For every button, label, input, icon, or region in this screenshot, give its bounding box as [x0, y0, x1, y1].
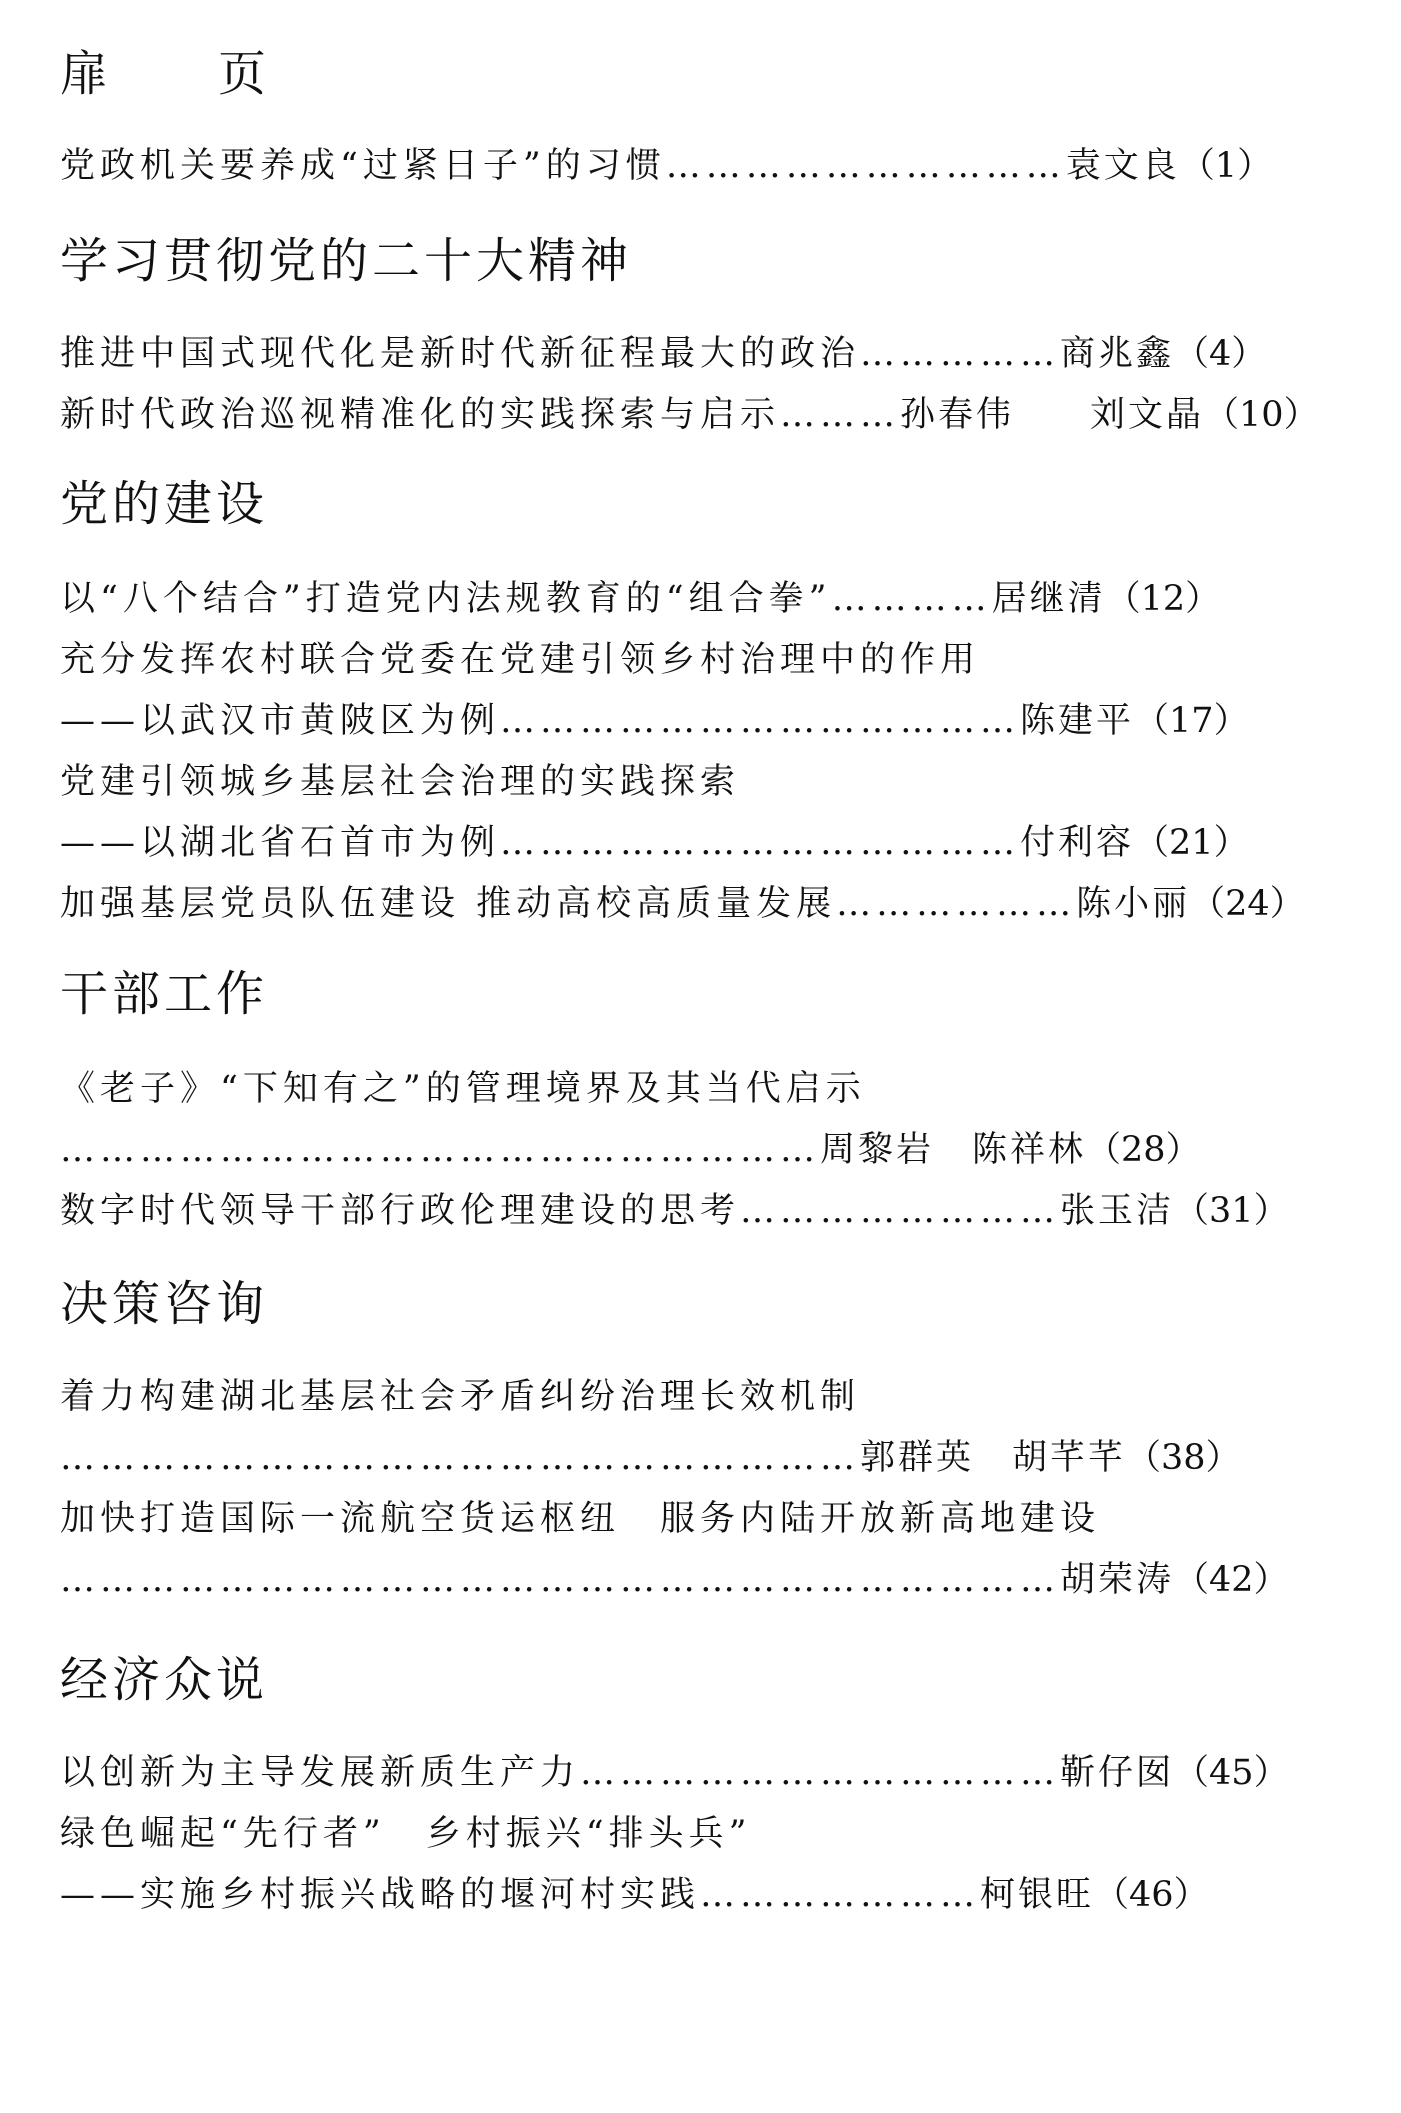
- dot-leader: …………………………: [665, 146, 1066, 186]
- entry-author: 孙春伟 刘文晶: [900, 395, 1205, 435]
- toc-entry[interactable]: [60, 882, 1305, 926]
- toc-entry-title-line[interactable]: 充分发挥农村联合党委在党建引领乡村治理中的作用: [60, 640, 981, 680]
- section-heading: 决策咨询: [60, 1276, 269, 1332]
- toc-entry-title-line[interactable]: 绿色崛起“先行者” 乡村振兴“排头兵”: [60, 1814, 752, 1854]
- toc-entry[interactable]: [60, 1751, 1289, 1795]
- entry-subtitle: ——以湖北省石首市为例: [60, 823, 501, 863]
- dot-leader: …………………………………: [500, 823, 1021, 863]
- toc-entry-title-line[interactable]: 着力构建湖北基层社会矛盾纠纷治理长效机制: [60, 1377, 861, 1417]
- entry-title: 数字时代领导干部行政伦理建设的思考: [60, 1191, 741, 1231]
- entry-page: （1）: [1179, 146, 1273, 186]
- section-heading-feiye: [60, 46, 266, 102]
- entry-title: 加强基层党员队伍建设 推动高校高质量发展: [60, 884, 837, 924]
- entry-author: 陈小丽: [1076, 884, 1191, 924]
- entry-author: 袁文良: [1065, 146, 1180, 186]
- entry-author: 周黎岩 陈祥林: [820, 1130, 1087, 1170]
- toc-entry[interactable]: [60, 577, 1220, 621]
- heading-char: 扉: [60, 46, 109, 102]
- toc-entry[interactable]: [60, 699, 1249, 743]
- dot-leader: …………………………………………………: [60, 1130, 820, 1170]
- entry-author: 郭群英 胡芊芊: [860, 1438, 1127, 1478]
- toc-entry[interactable]: [60, 1128, 1201, 1172]
- toc-entry-title-line[interactable]: 加快打造国际一流航空货运枢纽 服务内陆开放新高地建设: [60, 1499, 1101, 1539]
- entry-page: （10）: [1204, 395, 1319, 435]
- toc-entry[interactable]: [60, 1189, 1289, 1233]
- entry-page: （38）: [1126, 1438, 1241, 1478]
- entry-page: （42）: [1174, 1560, 1289, 1600]
- entry-title: 以“八个结合”打造党内法规教育的“组合拳”: [60, 579, 832, 619]
- entry-page: （31）: [1174, 1191, 1289, 1231]
- entry-page: （46）: [1094, 1875, 1209, 1915]
- toc-entry[interactable]: [60, 393, 1319, 437]
- entry-subtitle: ——实施乡村振兴战略的堰河村实践: [60, 1875, 701, 1915]
- entry-title: 推进中国式现代化是新时代新征程最大的政治: [60, 334, 861, 374]
- entry-page: （12）: [1105, 579, 1221, 619]
- entry-title: 新时代政治巡视精准化的实践探索与启示: [60, 395, 781, 435]
- dot-leader: ……………: [860, 334, 1061, 374]
- toc-entry[interactable]: [60, 1558, 1289, 1602]
- toc-entry[interactable]: [60, 332, 1266, 376]
- section-heading: 党的建设: [60, 476, 269, 532]
- entry-title: 以创新为主导发展新质生产力: [60, 1753, 581, 1793]
- dot-leader: ………………………………: [580, 1753, 1061, 1793]
- entry-author: 张玉洁: [1060, 1191, 1175, 1231]
- entry-subtitle: ——以武汉市黄陂区为例: [60, 701, 501, 741]
- toc-entry[interactable]: [60, 1873, 1209, 1917]
- entry-author: 付利容: [1020, 823, 1135, 863]
- entry-title: 党政机关要养成“过紧日子”的习惯: [60, 146, 666, 186]
- dot-leader: …………………: [700, 1875, 981, 1915]
- dot-leader: ……………………………………………………: [60, 1438, 860, 1478]
- heading-char: 页: [218, 46, 267, 102]
- dot-leader: ………………: [836, 884, 1077, 924]
- dot-leader: ……………………: [740, 1191, 1061, 1231]
- toc-entry[interactable]: [60, 821, 1249, 865]
- section-heading: 经济众说: [60, 1652, 269, 1708]
- entry-author: 胡荣涛: [1060, 1560, 1175, 1600]
- toc-entry[interactable]: [60, 144, 1272, 188]
- entry-page: （28）: [1086, 1130, 1201, 1170]
- entry-page: （24）: [1190, 884, 1305, 924]
- entry-page: （17）: [1134, 701, 1249, 741]
- entry-author: 靳仔囡: [1060, 1753, 1175, 1793]
- dot-leader: …………: [831, 579, 992, 619]
- section-heading: 干部工作: [60, 966, 269, 1022]
- entry-page: （21）: [1134, 823, 1249, 863]
- dot-leader: …………………………………: [500, 701, 1021, 741]
- entry-page: （4）: [1174, 334, 1267, 374]
- toc-entry-title-line[interactable]: 《老子》“下知有之”的管理境界及其当代启示: [60, 1069, 866, 1109]
- entry-author: 商兆鑫: [1060, 334, 1175, 374]
- entry-author: 陈建平: [1020, 701, 1135, 741]
- dot-leader: ………: [780, 395, 901, 435]
- dot-leader: …………………………………………………………………: [60, 1560, 1060, 1600]
- toc-entry-title-line[interactable]: 党建引领城乡基层社会治理的实践探索: [60, 762, 741, 802]
- section-heading: 学习贯彻党的二十大精神: [60, 233, 633, 289]
- entry-author: 居继清: [991, 579, 1106, 619]
- entry-page: （45）: [1174, 1753, 1289, 1793]
- toc-entry[interactable]: [60, 1436, 1241, 1480]
- entry-author: 柯银旺: [980, 1875, 1095, 1915]
